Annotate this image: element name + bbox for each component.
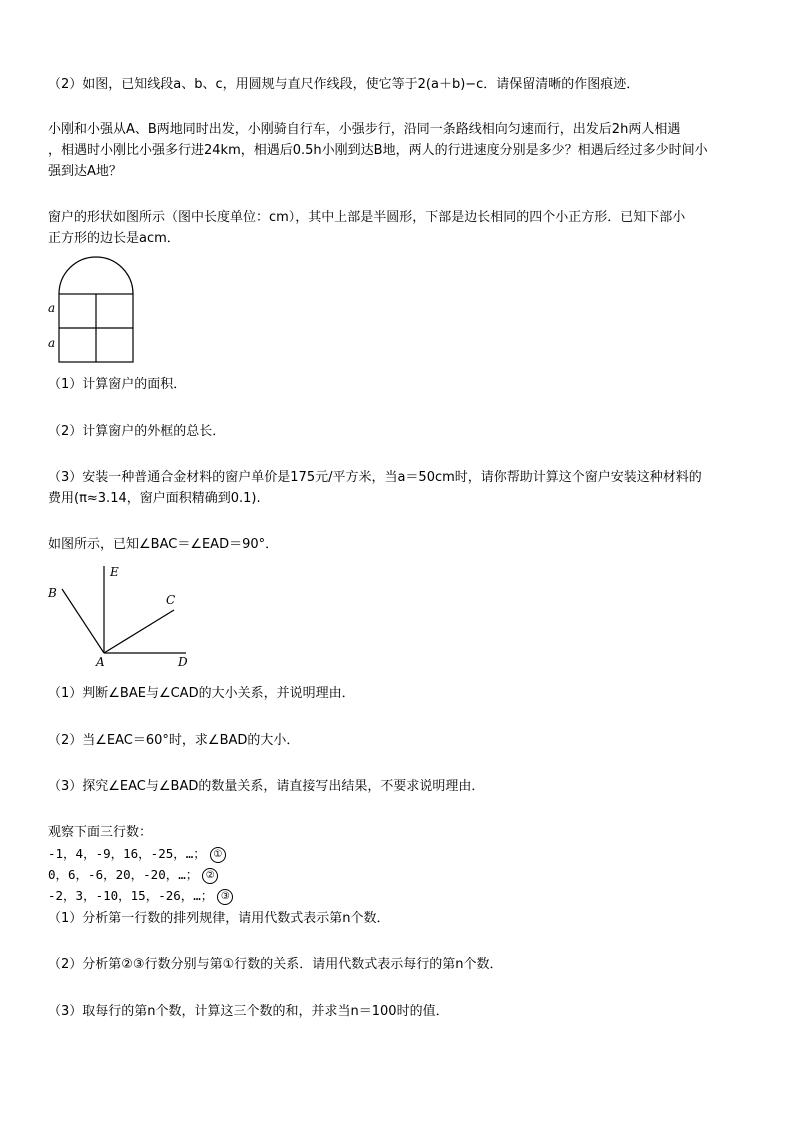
q3-text-line-2: 正方形的边长是acm．: [48, 231, 180, 246]
q2-text-line-1: 小刚和小强从A、B两地同时出发，小刚骑自行车，小强步行，沿同一条路线相向匀速而行，出发后2h两人相遇: [48, 122, 681, 137]
q2-text-line-2: ，相遇时小刚比小强多行进24km，相遇后0.5h小刚到达B地，两人的行进速度分别是多少？相遇后经过多少时间小: [48, 143, 708, 158]
sequence-row-1-values: -1，4，-9，16，-25，…；: [48, 846, 206, 861]
q5-sub1: （1）分析第一行数的排列规律，请用代数式表示第n个数．: [48, 911, 390, 926]
q4-text: 如图所示，已知∠BAC＝∠EAD＝90°．: [48, 537, 279, 552]
ray-AB: [62, 589, 104, 653]
angle-figure: [44, 560, 204, 672]
q1-text: （2）如图，已知线段a、b、c，用圆规与直尺作线段，使它等于2(a＋b)−c．请保留清晰的作图痕迹．: [48, 77, 640, 92]
q4-sub2: （2）当∠EAC＝60°时，求∠BAD的大小．: [48, 733, 300, 748]
q3-sub2: （2）计算窗户的外框的总长．: [48, 424, 226, 439]
ray-AC: [104, 610, 174, 653]
q5-sub2: （2）分析第②③行数分别与第①行数的关系．请用代数式表示每行的第n个数．: [48, 957, 503, 972]
sequence-row-1: [48, 845, 226, 863]
point-label-C: C: [166, 593, 176, 607]
window-semicircle: [59, 257, 133, 294]
q3-text-line-1: 窗户的形状如图所示（图中长度单位：cm），其中上部是半圆形，下部是边长相同的四个小正方形．已知下部小: [48, 210, 686, 225]
point-label-E: E: [110, 565, 119, 579]
q5-sub3: （3）取每行的第n个数，计算这三个数的和，并求当n＝100时的值．: [48, 1004, 449, 1019]
sequence-row-1-marker: ①: [210, 847, 226, 863]
q2-text-line-3: 强到达A地？: [48, 164, 122, 179]
window-label-a-top: a: [48, 301, 56, 315]
point-label-B: B: [48, 586, 57, 600]
window-label-a-bottom: a: [48, 336, 56, 350]
point-label-A: A: [96, 655, 105, 669]
q5-text: 观察下面三行数：: [48, 825, 153, 840]
q3-sub3-line-1: （3）安装一种普通合金材料的窗户单价是175元/平方米，当a＝50cm时，请你帮助计算这个窗户安装这种材料的: [48, 470, 702, 485]
q4-sub3: （3）探究∠EAC与∠BAD的数量关系，请直接写出结果，不要求说明理由．: [48, 779, 485, 794]
q3-sub1: （1）计算窗户的面积．: [48, 377, 187, 392]
q3-sub3-line-2: 费用(π≈3.14，窗户面积精确到0.1).: [48, 491, 261, 506]
sequence-row-3-marker: ③: [217, 889, 233, 905]
sequence-row-3-values: -2，3，-10，15，-26，…；: [48, 888, 214, 903]
point-label-D: D: [178, 655, 188, 669]
sequence-row-2: [48, 866, 218, 884]
sequence-row-3: [48, 887, 233, 905]
q4-sub1: （1）判断∠BAE与∠CAD的大小关系，并说明理由．: [48, 686, 355, 701]
window-figure: [44, 250, 144, 370]
sequence-row-2-values: 0，6，-6，20，-20，…；: [48, 867, 199, 882]
sequence-row-2-marker: ②: [202, 868, 218, 884]
